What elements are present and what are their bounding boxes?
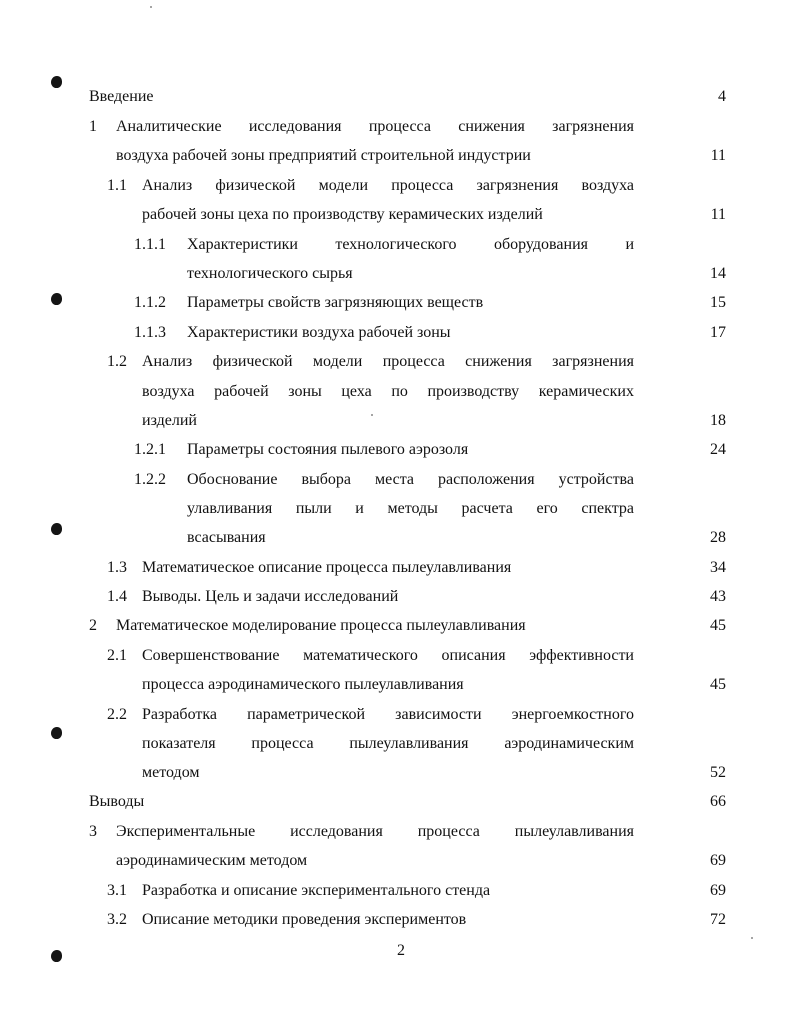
toc-page-number: 69 [710, 852, 726, 869]
toc-entry-line: Выводы. Цель и задачи исследований [142, 588, 399, 605]
toc-entry-line: методом [142, 764, 200, 781]
toc-entry-text: Введение [89, 88, 154, 105]
toc-entry-number: 2.2 [107, 706, 127, 723]
toc-entry-line: улавливания пыли и методы расчета его спектра [187, 500, 634, 517]
toc-entry-line: Разработка параметрической зависимости энергоемкостного [142, 706, 634, 723]
toc-entry-number: 1.2.1 [134, 441, 166, 458]
toc-entry-number: 1.3 [107, 559, 127, 576]
toc-page-number: 45 [710, 617, 726, 634]
toc-entry-number: 3.1 [107, 882, 127, 899]
toc-entry-line: Характеристики технологического оборудования и [187, 236, 634, 253]
toc-entry-line: Математическое описание процесса пылеулавливания [142, 559, 512, 576]
toc-entry-number: 1.2.2 [134, 471, 166, 488]
toc-page-number: 14 [710, 265, 726, 282]
toc-entry-number: 1.4 [107, 588, 127, 605]
toc-page-number: 43 [710, 588, 726, 605]
toc-entry-number: 3 [89, 823, 97, 840]
toc-page-number: 4 [718, 88, 726, 105]
binder-hole-mark [51, 293, 62, 305]
toc-entry-line: Анализ физической модели процесса загрязнения воздуха [142, 177, 634, 194]
toc-entry-number: 1 [89, 118, 97, 135]
toc-entry-line: Математическое моделирование процесса пылеулавливания [116, 617, 526, 634]
toc-entry-number: 1.2 [107, 353, 127, 370]
toc-entry-line: всасывания [187, 529, 266, 546]
binder-hole-mark [51, 727, 62, 739]
toc-entry-line: Характеристики воздуха рабочей зоны [187, 324, 451, 341]
toc-page-number: 11 [710, 147, 726, 164]
toc-entry-number: 2.1 [107, 647, 127, 664]
toc-page-number: 34 [710, 559, 726, 576]
toc-entry-line: Экспериментальные исследования процесса пылеулавливания [116, 823, 634, 840]
toc-page-number: 69 [710, 882, 726, 899]
binder-hole-mark [51, 523, 62, 535]
toc-page-number: 11 [710, 206, 726, 223]
toc-entry-line: воздуха рабочей зоны цеха по производству керамических [142, 383, 634, 400]
toc-entry-line: Параметры свойств загрязняющих веществ [187, 294, 484, 311]
toc-page-number: 72 [710, 911, 726, 928]
toc-page-number: 18 [710, 412, 726, 429]
toc-entry-line: Обоснование выбора места расположения устройства [187, 471, 634, 488]
toc-entry-line: рабочей зоны цеха по производству керамических изделий [142, 206, 543, 223]
toc-entry-line: Совершенствование математического описания эффективности [142, 647, 634, 664]
toc-entry-line: Описание методики проведения экспериментов [142, 911, 467, 928]
toc-entry-line: показателя процесса пылеулавливания аэродинамическим [142, 735, 634, 752]
toc-entry-line: технологического сырья [187, 265, 353, 282]
toc-entry-number: 1.1.3 [134, 324, 166, 341]
toc-entry-line: Разработка и описание экспериментального стенда [142, 882, 491, 899]
toc-page-number: 52 [710, 764, 726, 781]
toc-page-number: 66 [710, 793, 726, 810]
scan-speck [150, 6, 152, 8]
toc-entry-line: Аналитические исследования процесса снижения загрязнения [116, 118, 634, 135]
page-number: 2 [397, 942, 405, 959]
toc-entry-text: Выводы [89, 793, 145, 810]
toc-entry-line: воздуха рабочей зоны предприятий строительной индустрии [116, 147, 531, 164]
toc-entry-line: Анализ физической модели процесса снижения загрязнения [142, 353, 634, 370]
toc-entry-number: 3.2 [107, 911, 127, 928]
toc-entry-line: аэродинамическим методом [116, 852, 308, 869]
toc-entry-line: Параметры состояния пылевого аэрозоля [187, 441, 469, 458]
toc-entry-line: изделий [142, 412, 197, 429]
binder-hole-mark [51, 76, 62, 88]
toc-entry-number: 1.1.1 [134, 236, 166, 253]
toc-page-number: 28 [710, 529, 726, 546]
toc-page-number: 15 [710, 294, 726, 311]
toc-entry-line: процесса аэродинамического пылеулавливания [142, 676, 464, 693]
scan-speck [751, 937, 753, 939]
toc-entry-number: 1.1 [107, 177, 127, 194]
toc-page-number: 45 [710, 676, 726, 693]
toc-entry-title [89, 86, 649, 108]
toc-page-number: 24 [710, 441, 726, 458]
toc-entry-number: 2 [89, 617, 97, 634]
toc-entry-title [89, 791, 649, 813]
binder-hole-mark [51, 950, 62, 962]
toc-page-number: 17 [710, 324, 726, 341]
toc-entry-number: 1.1.2 [134, 294, 166, 311]
